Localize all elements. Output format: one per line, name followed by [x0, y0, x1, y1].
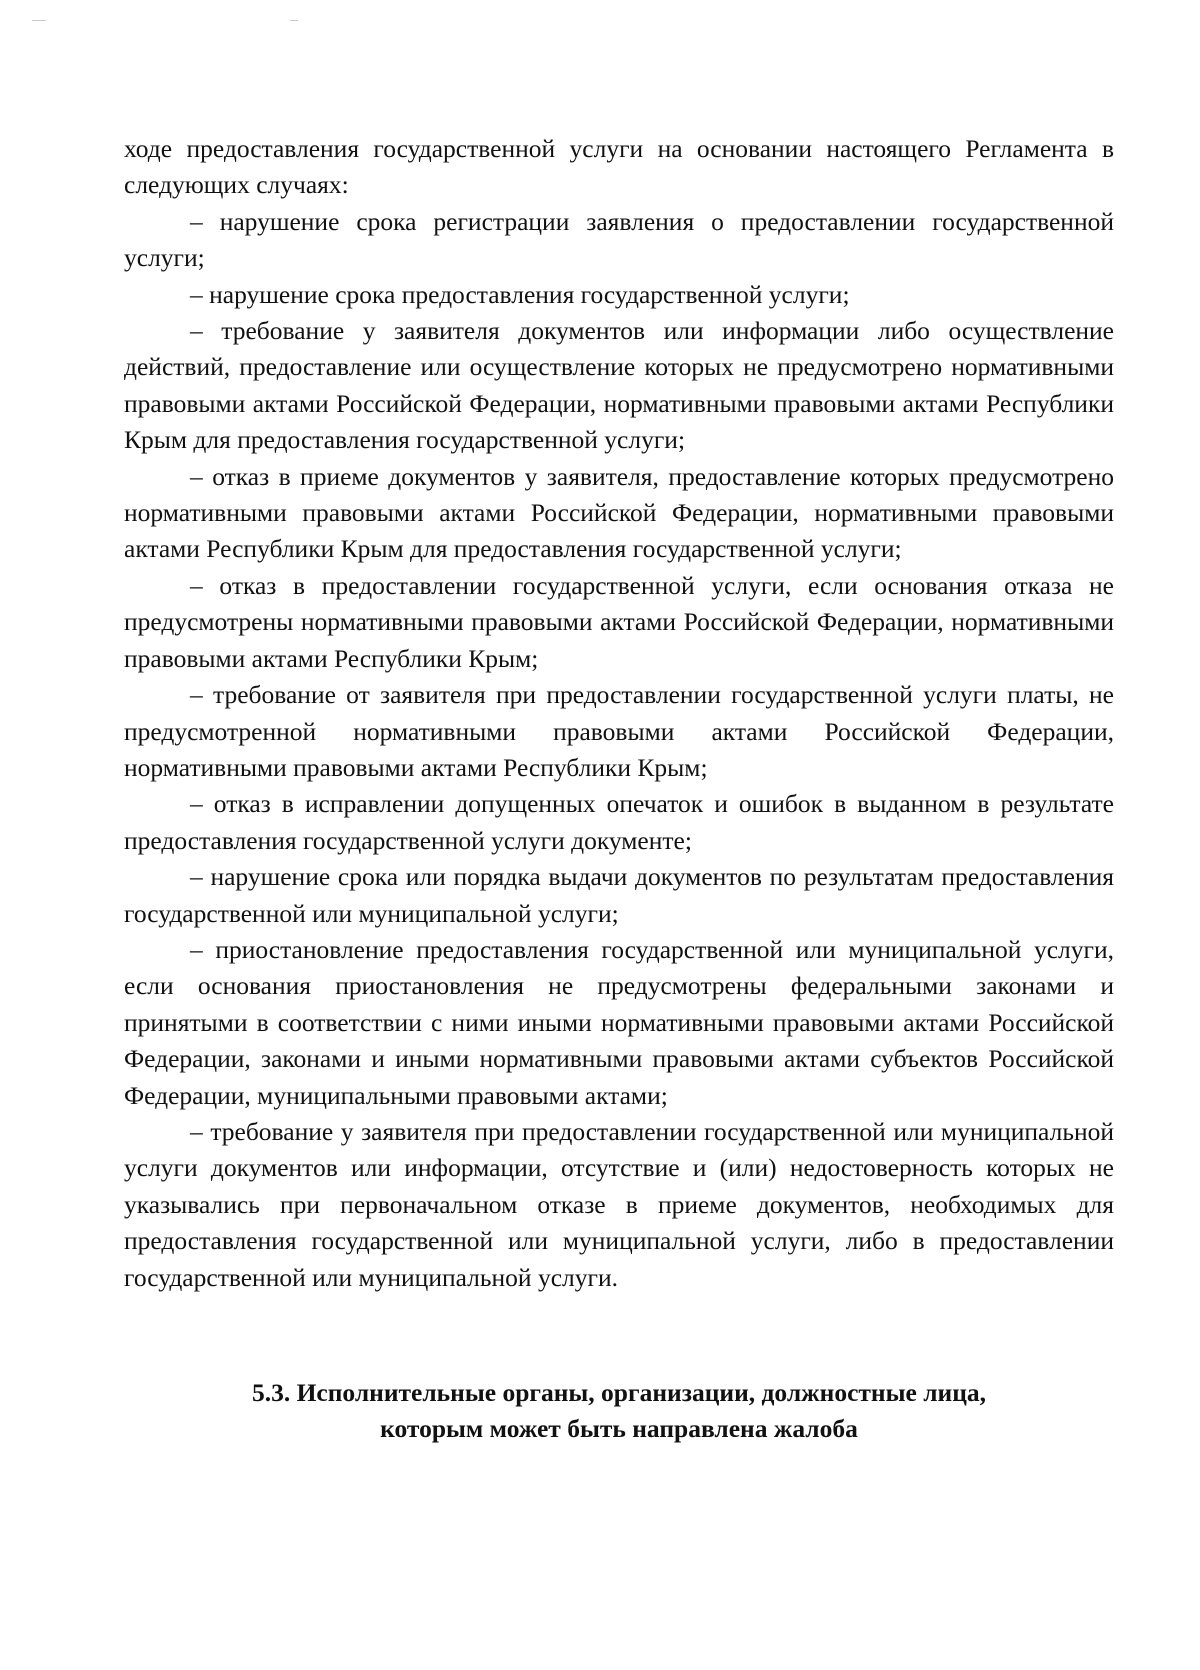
scan-artifact	[290, 20, 298, 21]
section-heading-line: которым может быть направлена жалоба	[380, 1414, 858, 1443]
list-item: – отказ в исправлении допущенных опечаток и ошибок в выданном в результате предоставления государственной услуги документе;	[124, 789, 1114, 855]
list-item: – отказ в приеме документов у заявителя, предоставление которых предусмотрено нормативными правовыми актами Российской Федерации, нормативными правовыми актами Республики Крым для предоставления государственной услуги;	[124, 461, 1114, 564]
intro-paragraph: ходе предоставления государственной услуги на основании настоящего Регламента в следующих случаях:	[124, 134, 1114, 200]
section-heading-line: 5.3. Исполнительные органы, организации, должностные лица,	[251, 1378, 987, 1407]
list-item: – нарушение срока регистрации заявления о предоставлении государственной услуги;	[124, 206, 1114, 273]
list-item: – требование от заявителя при предоставлении государственной услуги платы, не предусмотренной нормативными правовыми актами Российской Федерации, нормативными правовыми актами Республики Крым;	[124, 680, 1114, 782]
list-item: – нарушение срока или порядка выдачи документов по результатам предоставления государственной или муниципальной услуги;	[124, 862, 1114, 928]
list-item: – требование у заявителя документов или информации либо осуществление действий, предоставление или осуществление которых не предусмотрено нормативными правовыми актами Российской Федерации, нормативными правовыми актами Республики Крым для предоставления государственной услуги;	[124, 316, 1114, 455]
scan-artifact	[32, 20, 46, 21]
list-item: – нарушение срока предоставления государственной услуги;	[190, 279, 850, 309]
list-item: – требование у заявителя при предоставлении государственной или муниципальной услуги документов или информации, отсутствие и (или) недостоверность которых не указывались при первоначальном отказе в приеме документов, необходимых для предоставления государственной или муниципальной услуги, либо в предоставлении государственной или муниципальной услуги.	[124, 1116, 1114, 1292]
document-body	[124, 131, 1114, 1296]
list-item: – отказ в предоставлении государственной услуги, если основания отказа не предусмотрены нормативными правовыми актами Российской Федерации, нормативными правовыми актами Республики Крым;	[124, 570, 1114, 673]
section-heading	[124, 1375, 1114, 1447]
list-item: – приостановление предоставления государственной или муниципальной услуги, если основания приостановления не предусмотрены федеральными законами и принятыми в соответствии с ними иными нормативными правовыми актами Российской Федерации, законами и иными нормативными правовыми актами субъектов Российской Федерации, муниципальными правовыми актами;	[124, 934, 1114, 1110]
